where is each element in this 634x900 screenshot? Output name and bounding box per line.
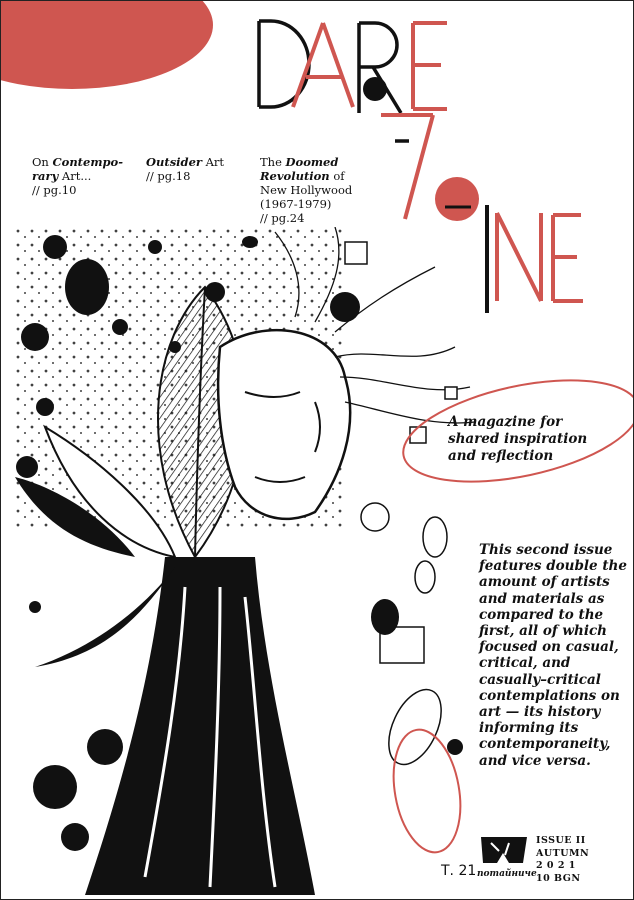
issue-info	[536, 835, 589, 885]
artist-signature: Т. 21	[441, 863, 477, 879]
tagline: A magazine for shared inspiration and reflection	[448, 414, 588, 464]
toc-text: (1967-1979)	[260, 197, 332, 211]
toc-text: of	[329, 169, 345, 183]
toc-text: Revolution	[260, 169, 330, 183]
toc-text: Outsider	[146, 155, 202, 169]
toc-page-ref: // pg.24	[260, 211, 305, 225]
toc-text: Art...	[58, 169, 92, 183]
publisher-logo-icon	[479, 833, 531, 869]
toc-page-ref: // pg.18	[146, 169, 191, 183]
toc-text: New Hollywood	[260, 183, 353, 197]
toc-text: On	[32, 155, 53, 169]
toc-text: Contempo-	[52, 155, 123, 169]
issue-season: AUTUMN	[536, 847, 590, 859]
toc-text: rary	[32, 169, 59, 183]
toc-text: Doomed	[285, 155, 339, 169]
toc-page-ref: // pg.10	[32, 183, 77, 197]
publisher-name: потайниче	[477, 869, 537, 879]
toc-text: Art	[201, 155, 225, 169]
issue-price: 10 BGN	[536, 872, 581, 884]
issue-number: ISSUE II	[536, 835, 586, 846]
issue-description: This second issue features double the amount of artists and materials as compared to the first, all of which focused on casual, critical, and casually–critical contemplations on art — its history informing its contemporaneity, and vice versa.	[479, 542, 627, 769]
toc-text: The	[260, 155, 286, 169]
issue-year: 2 0 2 1	[536, 860, 576, 871]
